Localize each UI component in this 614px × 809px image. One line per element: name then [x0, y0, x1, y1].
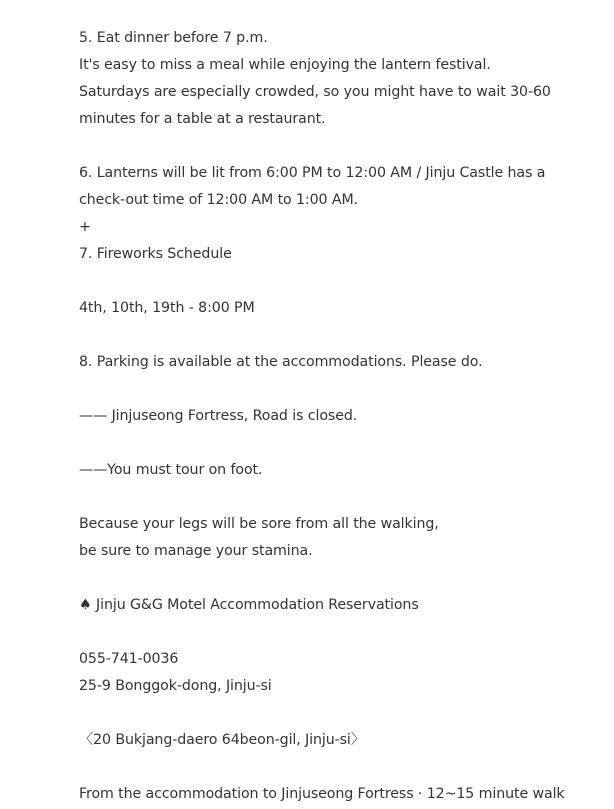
tip-5-text-line-2: Saturdays are especially crowded, so you might have to wait 30-60	[79, 84, 551, 100]
road-closed-note: —— Jinjuseong Fortress, Road is closed.	[79, 408, 358, 424]
tip-7-heading: 7. Fireworks Schedule	[79, 246, 232, 262]
plus-sign: +	[79, 219, 91, 235]
tip-6-text-line-2: check-out time of 12:00 AM to 1:00 AM.	[79, 192, 359, 208]
stamina-line-2: be sure to manage your stamina.	[79, 543, 313, 559]
motel-reservation-title: ♠ Jinju G&G Motel Accommodation Reservations	[79, 597, 419, 613]
motel-road-address: 〈20 Bukjang-daero 64beon-gil, Jinju-si〉	[79, 732, 365, 748]
tip-8-heading: 8. Parking is available at the accommodations. Please do.	[79, 354, 483, 370]
tip-5-heading: 5. Eat dinner before 7 p.m.	[79, 30, 268, 46]
tour-on-foot-note: ——You must tour on foot.	[79, 462, 263, 478]
tip-6-text-line-1: 6. Lanterns will be lit from 6:00 PM to 12:00 AM / Jinju Castle has a	[79, 165, 546, 181]
motel-address: 25-9 Bonggok-dong, Jinju-si	[79, 678, 272, 694]
fireworks-dates: 4th, 10th, 19th - 8:00 PM	[79, 300, 255, 316]
motel-phone-number: 055-741-0036	[79, 651, 179, 667]
tip-5-text-line-1: It's easy to miss a meal while enjoying the lantern festival.	[79, 57, 491, 73]
stamina-line-1: Because your legs will be sore from all the walking,	[79, 516, 439, 532]
tip-5-text-line-3: minutes for a table at a restaurant.	[79, 111, 326, 127]
walk-time-to-fortress: From the accommodation to Jinjuseong Fortress · 12~15 minute walk	[79, 786, 565, 802]
